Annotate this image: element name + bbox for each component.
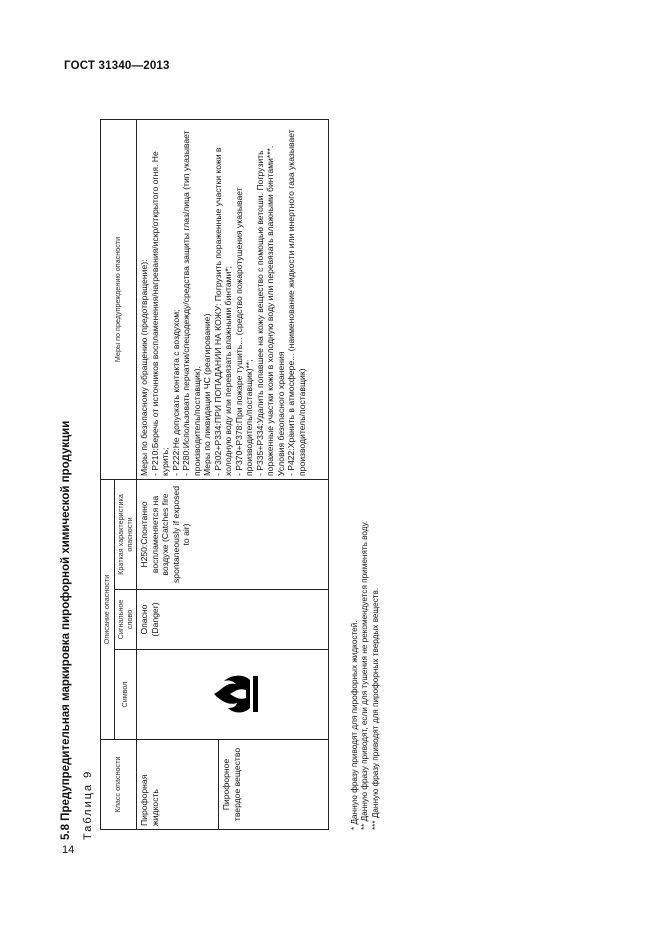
- header-signal-word: Сигнальное слово: [114, 590, 137, 650]
- table-caption: Таблица 9: [82, 769, 94, 840]
- precaution-line: - Р280:Использовать перчатки/спецодежду/средства защиты глаз/лица (тип указывает производитель/поставщик).: [181, 130, 202, 476]
- rotated-table-section: [60, 100, 400, 840]
- header-symbol: Символ: [114, 650, 137, 740]
- precaution-line: - Р422:Хранить в атмосфере... (наименование жидкости или инертного газа указывает производитель/поставщик): [286, 129, 307, 476]
- precaution-line: - Р222:Не допускать контакта с воздухом;: [170, 309, 181, 476]
- hazard-class-cell: Пирофорная жидкость: [137, 740, 219, 830]
- header-row: [101, 119, 115, 829]
- symbol-cell: [137, 650, 329, 740]
- signal-word-cell: Опасно (Danger): [137, 590, 329, 650]
- header-precautions: Меры по предупреждению опасности: [101, 119, 137, 479]
- precaution-line: - Р370+Р378:При пожаре тушить... (средство пожаротушения указывает производитель/поставщик)**;: [233, 187, 255, 476]
- precaution-line: Меры по безопасному обращению (предотвращение):: [139, 259, 150, 476]
- section-title: 5.8 Предупредительная маркировка пирофорной химической продукции: [60, 420, 72, 840]
- precaution-line: Меры по ликвидации ЧС (реагирование): [202, 313, 213, 476]
- footnote: * Данную фразу приводят для пирофорных жидкостей.: [350, 620, 359, 830]
- hazard-class-cell: Пирофорное твердое вещество: [219, 740, 329, 830]
- table-notes: [350, 130, 381, 830]
- page-number: 14: [62, 844, 75, 856]
- footnote: *** Данную фразу приводят для пирофорных твердых веществ.: [370, 587, 380, 830]
- hazard-table: [100, 119, 329, 830]
- table-row: [137, 119, 219, 829]
- header-hazard-description: Описание опасности: [101, 479, 115, 739]
- flame-icon: [206, 665, 266, 725]
- precaution-line: - Р210:Беречь от источников воспламенения/нагревания/искр/открытого огня. Не курить;: [149, 151, 171, 476]
- precautions-cell: [137, 119, 329, 479]
- precaution-line: - Р335+Р334:Удалить попавшее на кожу вещество с помощью ветоши. Погрузить пораженные участки кожи в холодную воду или перевязать влажными бинтами***.: [254, 145, 276, 476]
- header-hazard-statement: Краткая характеристика опасности: [114, 479, 137, 589]
- precaution-line: - Р302+Р334:ПРИ ПОПАДАНИИ НА КОЖУ: Погрузить пораженные участки кожи в холодную воду или перевязать влажными бинтами*;: [212, 147, 234, 476]
- hazard-statement-cell: Н250:Спонтанно воспламеняется на воздухе (Catches fire spontaneously if exposed to air): [137, 479, 329, 589]
- precaution-line: Условия безопасного хранения: [275, 351, 286, 476]
- standard-number: ГОСТ 31340—2013: [64, 60, 170, 72]
- header-hazard-class: Класс опасности: [101, 740, 137, 830]
- footnote: ** Данную фразу приводят, если для тушения не рекомендуется применять воду.: [360, 520, 370, 830]
